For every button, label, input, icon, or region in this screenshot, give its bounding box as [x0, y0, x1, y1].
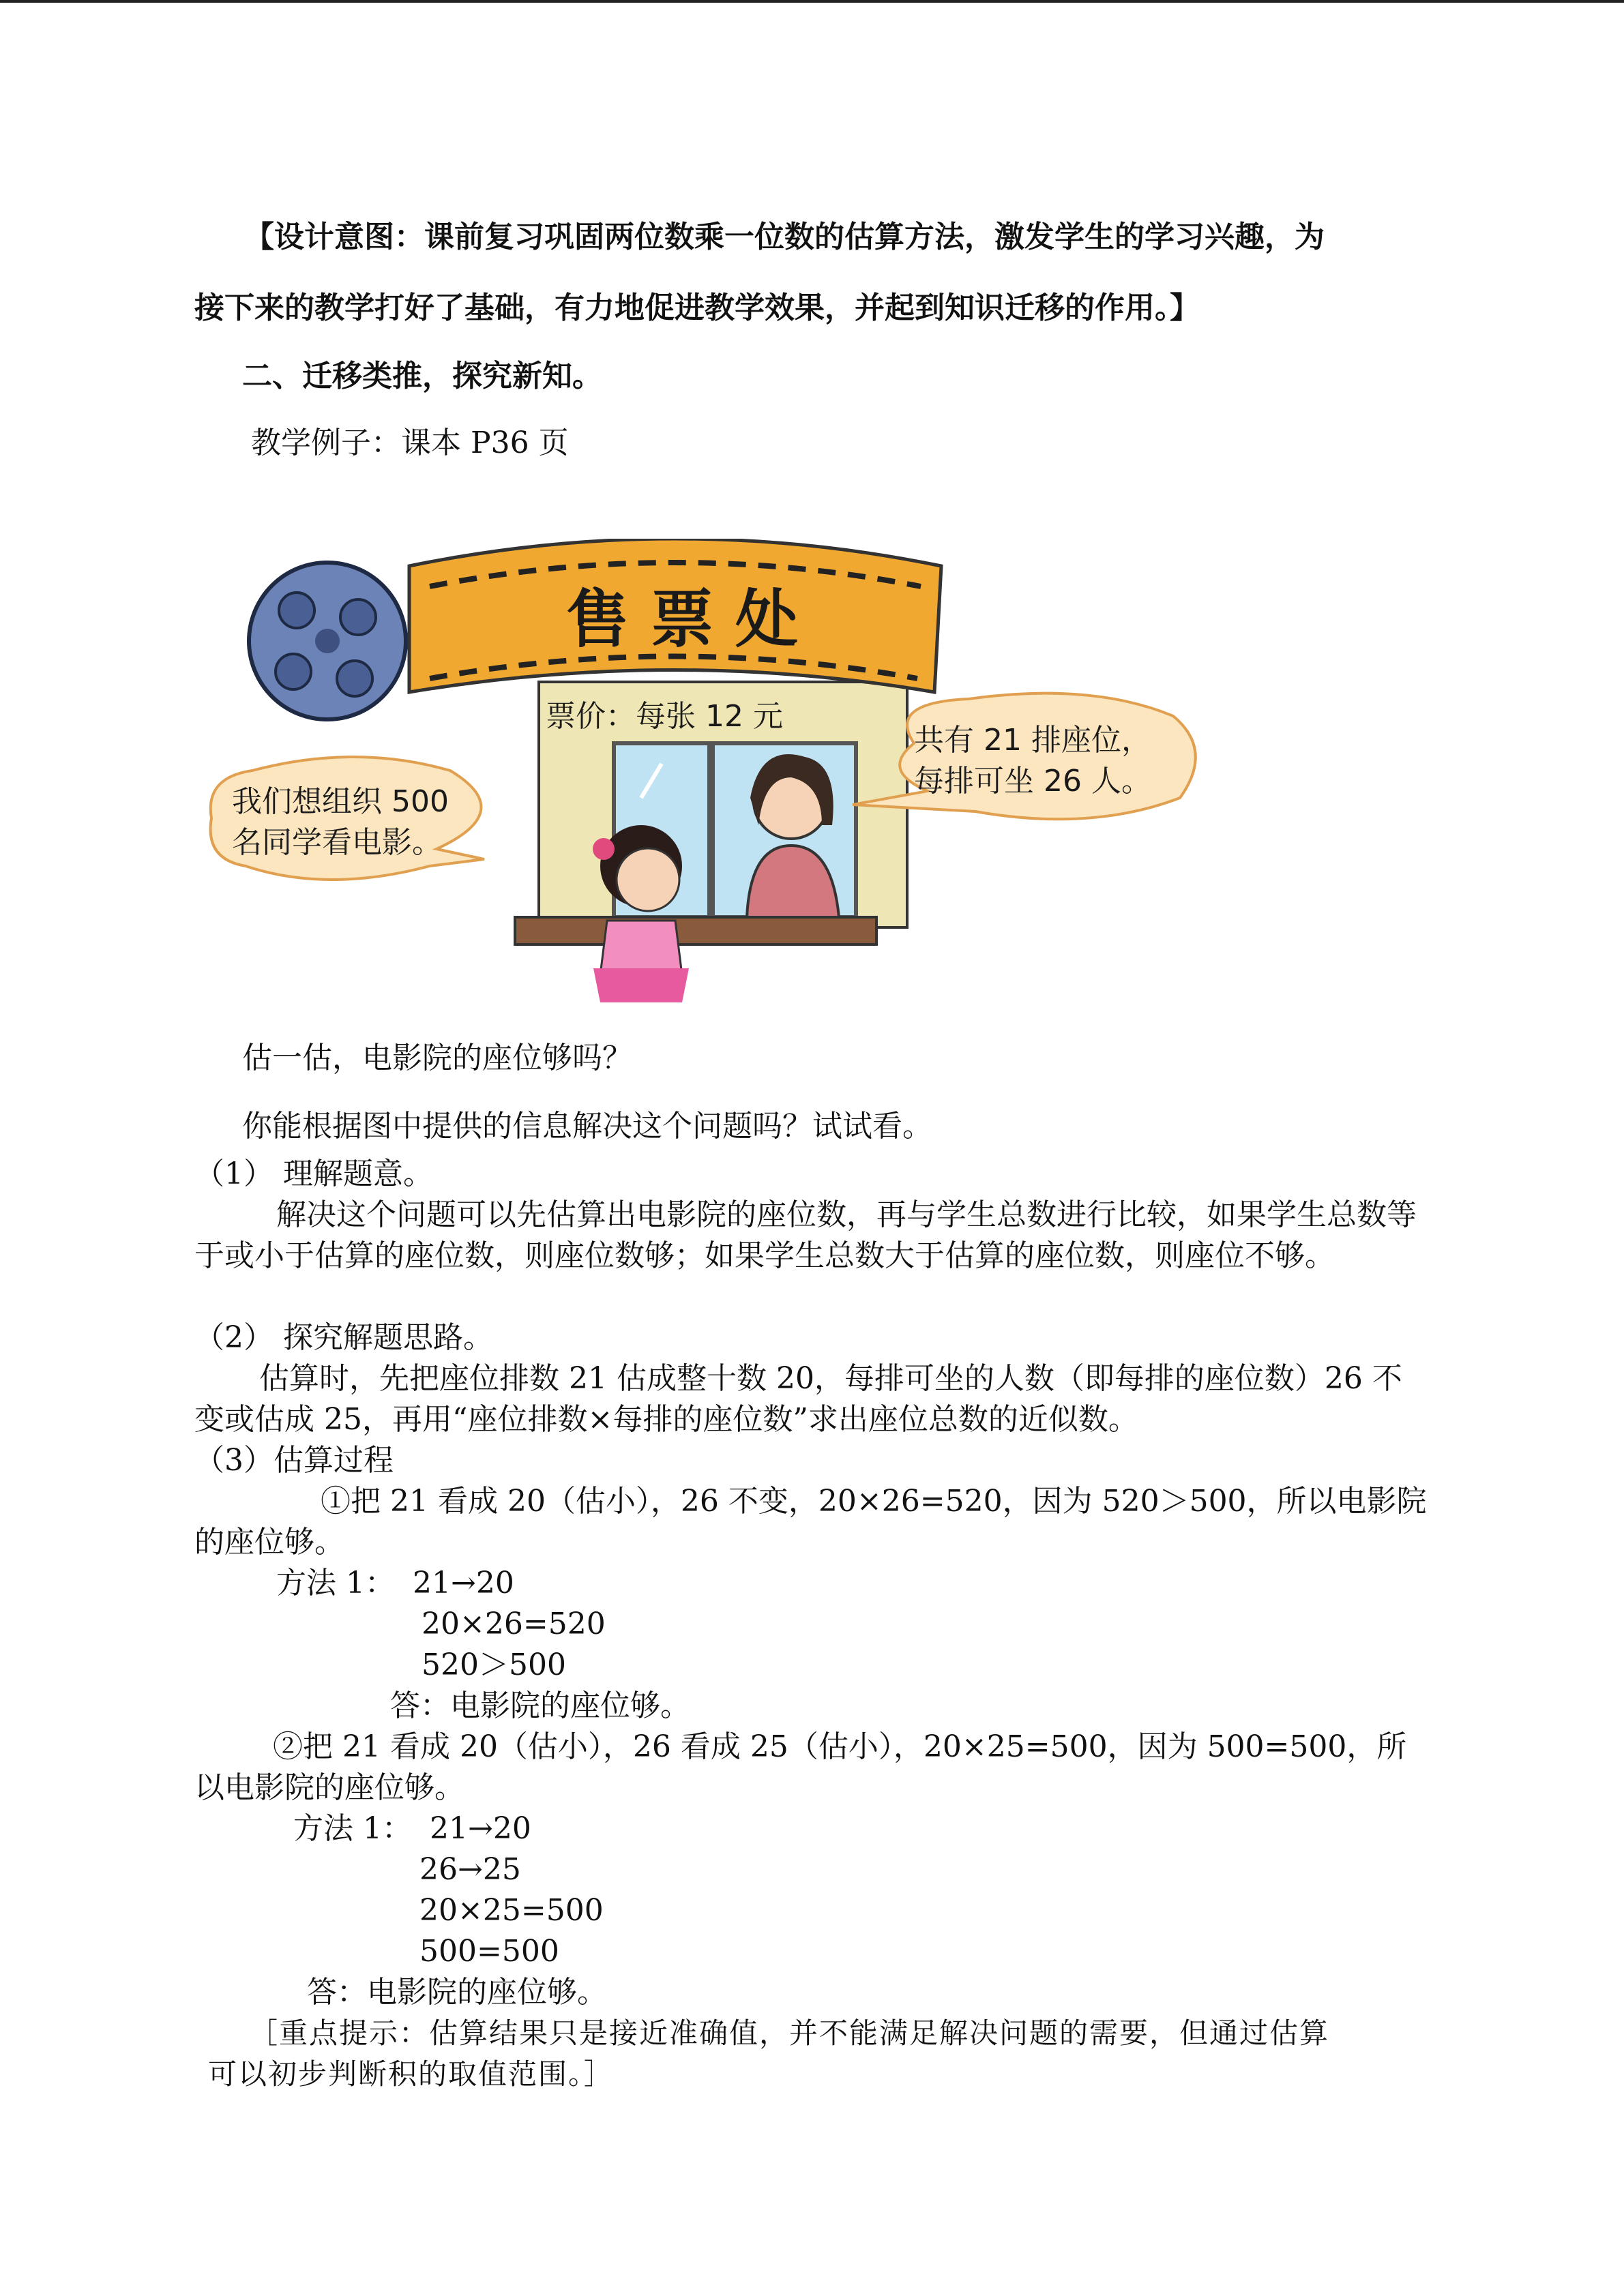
sign-text: 售 票 处: [565, 583, 799, 656]
question-estimate: 估一估，电影院的座位够吗？: [242, 1041, 632, 1075]
case2-text: ②把 21 看成 20（估小），26 看成 25（估小），20×25=500，因为 500=500，所以电影院的座位够。: [194, 1729, 1407, 1805]
case1-answer: 答：电影院的座位够。: [390, 1688, 690, 1723]
film-reel-icon: [249, 563, 406, 719]
question-solve: 你能根据图中提供的信息解决这个问题吗？试试看。: [242, 1109, 932, 1144]
ticket-price: 票价：每张 12 元: [546, 699, 783, 734]
case1-method-label: 方法 1：: [276, 1566, 395, 1600]
case2-line-4: 500=500: [419, 1934, 559, 1969]
section2-heading: 二、迁移类推，探究新知。: [242, 359, 602, 393]
step1-heading: （1） 理解题意。: [194, 1157, 433, 1191]
svg-text:名同学看电影。: 名同学看电影。: [232, 825, 442, 860]
case2-line-1: 21→20: [430, 1811, 531, 1846]
case1-line-3: 520＞500: [422, 1648, 566, 1682]
ticket-office-illustration: [205, 539, 1214, 1002]
step2-heading: （2） 探究解题思路。: [194, 1320, 493, 1355]
case1-line-1: 21→20: [413, 1566, 514, 1600]
step1-body: 解决这个问题可以先估算出电影院的座位数，再与学生总数进行比较，如果学生总数等于或小于估算的座位数，则座位数够；如果学生总数大于估算的座位数，则座位不够。: [194, 1197, 1417, 1273]
svg-text:共有 21 排座位，: 共有 21 排座位，: [914, 723, 1151, 758]
case2-line-3: 20×25=500: [419, 1893, 604, 1928]
case2-line-2: 26→25: [419, 1852, 521, 1887]
svg-text:每排可坐 26 人。: 每排可坐 26 人。: [914, 764, 1151, 799]
key-hint-line2: 可以初步判断积的取值范围。］: [208, 2057, 615, 2091]
case2-method-label: 方法 1：: [293, 1811, 412, 1846]
svg-text:我们想组织 500: 我们想组织 500: [232, 784, 449, 819]
case2-answer: 答：电影院的座位够。: [307, 1975, 607, 2010]
design-intent-line1: 【设计意图：课前复习巩固两位数乘一位数的估算方法，激发学生的学习兴趣，为: [244, 220, 1325, 254]
design-intent-line2: 接下来的教学打好了基础，有力地促进教学效果，并起到知识迁移的作用。】: [194, 290, 1200, 325]
case1-text: ①把 21 看成 20（估小），26 不变，20×26=520，因为 520＞500，所以电影院的座位够。: [194, 1484, 1427, 1560]
key-hint-line1: ［重点提示：估算结果只是接近准确值，并不能满足解决问题的需要，但通过估算: [249, 2016, 1330, 2050]
speech-bubble-girl: [211, 757, 484, 880]
step3-heading: （3）估算过程: [194, 1443, 394, 1478]
counter: [515, 917, 876, 944]
step2-body: 估算时，先把座位排数 21 估成整十数 20，每排可坐的人数（即每排的座位数）26 不变或估成 25，再用“座位排数×每排的座位数”求出座位总数的近似数。: [194, 1361, 1402, 1437]
case1-line-2: 20×26=520: [422, 1607, 606, 1641]
example-reference: 教学例子：课本 P36 页: [251, 426, 569, 460]
page-top-border: [0, 0, 1624, 3]
